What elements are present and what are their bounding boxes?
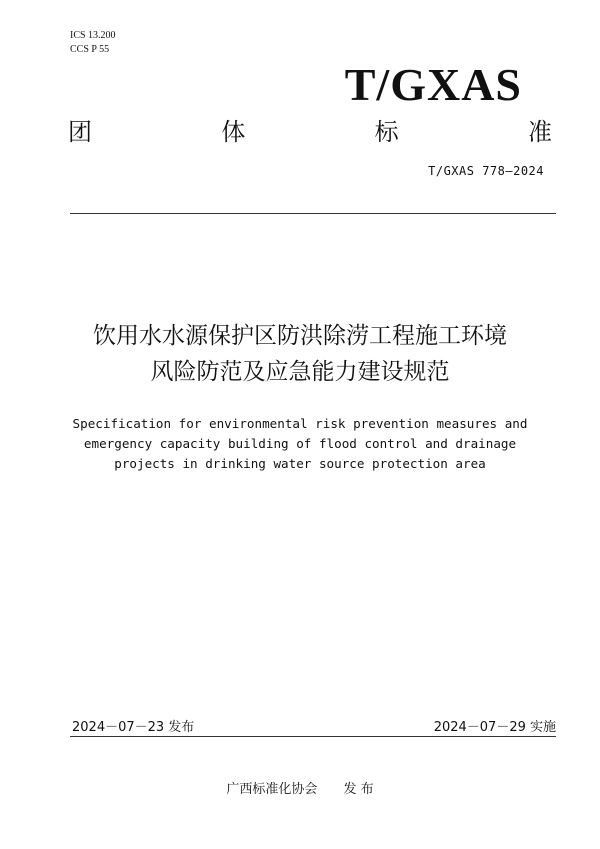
ics-code: ICS 13.200 [70,30,116,41]
english-title [40,414,560,474]
chinese-title-line: 风险防范及应急能力建设规范 [150,359,450,385]
ccs-code: CCS P 55 [70,44,110,55]
standard-type-char: 标 [374,118,399,146]
standard-type-char: 准 [527,118,552,146]
standard-type [68,118,552,146]
publish-date: 2024－07－23 发布 [72,720,195,735]
footer-divider [70,736,556,737]
english-title-line: projects in drinking water source protection area [114,456,486,471]
classification-codes [70,29,116,57]
issuer-line [0,778,600,797]
standard-brand: T/GXAS [344,59,522,110]
chinese-title-line: 饮用水水源保护区防洪除涝工程施工环境 [93,323,507,349]
english-title-line: emergency capacity building of flood control and drainage [83,436,517,451]
standard-type-char: 体 [221,118,246,146]
document-number: T/GXAS 778—2024 [428,164,544,178]
header-divider [70,213,556,214]
standard-type-char: 团 [68,118,92,146]
issuer-name: 广西标准化协会 [226,782,318,797]
issue-label: 发 布 [343,782,374,797]
english-title-line: Specification for environmental risk prevention measures and [72,416,528,431]
chinese-title [40,318,560,390]
implement-date: 2024－07－29 实施 [433,720,556,735]
